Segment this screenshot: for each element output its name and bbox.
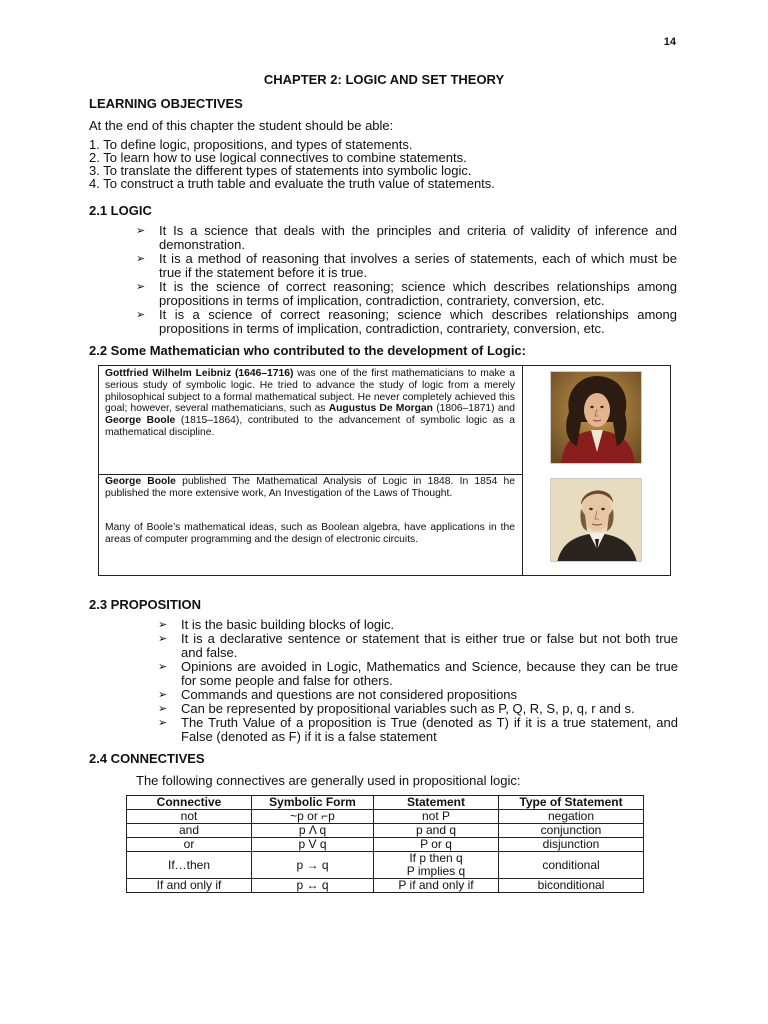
table-row xyxy=(127,879,644,893)
leibniz-portrait xyxy=(550,371,642,464)
column-header: Connective xyxy=(127,796,252,810)
leibniz-years: (1646–1716) xyxy=(235,368,294,379)
proposition-heading: 2.3 PROPOSITION xyxy=(89,597,201,612)
de-morgan-name: Augustus De Morgan xyxy=(328,403,433,415)
chapter-title: CHAPTER 2: LOGIC AND SET THEORY xyxy=(263,72,505,87)
connectives-heading: 2.4 CONNECTIVES xyxy=(89,751,205,766)
leibniz-portrait-art xyxy=(551,372,642,464)
learning-objectives-intro: At the end of this chapter the student should be able: xyxy=(89,118,394,133)
de-morgan-years: (1806–1871) and xyxy=(432,403,515,415)
table-divider xyxy=(99,474,522,475)
list-item: ➢ It is the science of correct reasoning; science which describes relationships among propositions in terms of implication, contradiction, contrariety, conversion, etc. xyxy=(136,280,677,308)
table-cell: If and only if xyxy=(127,879,252,893)
mathematicians-heading: 2.2 Some Mathematician who contributed to the development of Logic: xyxy=(89,343,526,358)
list-item: ➢ It is a method of reasoning that involves a series of statements, each of which must be true if the statement before it is true. xyxy=(136,252,677,280)
list-item: ➢ Can be represented by propositional variables such as P, Q, R, S, p, q, r and s. xyxy=(158,702,678,716)
table-cell: p V q xyxy=(252,838,374,852)
table-cell xyxy=(374,852,499,879)
list-item: ➢ It is a declarative sentence or statement that is either true or false but not both true and false. xyxy=(158,632,678,660)
table-divider xyxy=(522,366,523,575)
list-item: ➢ Commands and questions are not considered propositions xyxy=(158,688,678,702)
list-item: ➢ It Is a science that deals with the principles and criteria of validity of inference and demonstration. xyxy=(136,224,677,252)
table-row xyxy=(127,852,644,879)
table-cell: p ↔ q xyxy=(252,879,374,893)
table-cell: and xyxy=(127,824,252,838)
table-row xyxy=(127,838,644,852)
boole-portrait-art xyxy=(551,479,642,562)
mathematicians-table xyxy=(98,365,671,576)
table-header-row xyxy=(127,796,644,810)
table-row xyxy=(127,824,644,838)
connectives-table xyxy=(126,795,644,893)
table-cell: p → q xyxy=(252,852,374,879)
learning-objectives-heading: LEARNING OBJECTIVES xyxy=(89,96,243,111)
table-cell: ~p or ⌐p xyxy=(252,810,374,824)
table-cell: If…then xyxy=(127,852,252,879)
table-cell: disjunction xyxy=(499,838,644,852)
list-item: ➢ It is a science of correct reasoning; science which describes relationships among propositions in terms of implication, contradiction, contrariety, conversion, etc. xyxy=(136,308,677,336)
table-cell: biconditional xyxy=(499,879,644,893)
leibniz-text-end: (1815–1864), contributed to the advancement of symbolic logic as a mathematical discipline. xyxy=(105,415,515,438)
table-cell: p and q xyxy=(374,824,499,838)
table-cell: negation xyxy=(499,810,644,824)
page-number: 14 xyxy=(663,36,676,48)
logic-bullets xyxy=(136,224,677,336)
table-cell: or xyxy=(127,838,252,852)
statement-line: If p then q xyxy=(409,851,463,865)
table-cell: p Λ q xyxy=(252,824,374,838)
boole-portrait xyxy=(550,478,642,562)
objectives-list xyxy=(89,138,495,190)
column-header: Type of Statement xyxy=(499,796,644,810)
list-item: ➢ It is the basic building blocks of logic. xyxy=(158,618,678,632)
column-header: Statement xyxy=(374,796,499,810)
boole-name-inline: George Boole xyxy=(105,415,176,427)
proposition-bullets xyxy=(158,618,678,744)
boole-name: George Boole xyxy=(105,476,176,487)
list-item: ➢ The Truth Value of a proposition is True (denoted as T) if it is a true statement, and False (denoted as F) if it is a false statement xyxy=(158,716,678,744)
table-cell: not xyxy=(127,810,252,824)
leibniz-text: was one of the first mathematicians to make a serious study of symbolic logic. He tried to advance the study of logic from a merely philosophical subject to a formal mathematical subject. He never completely achieved this goal; however, several mathematicians, such as xyxy=(105,368,515,415)
statement-line: P implies q xyxy=(406,864,466,878)
boole-description xyxy=(105,476,515,500)
table-row xyxy=(127,810,644,824)
boole-description-2: Many of Boole’s mathematical ideas, such as Boolean algebra, have applications in the areas of computer programming and the design of electronic circuits. xyxy=(105,522,515,545)
table-cell: P if and only if xyxy=(374,879,499,893)
list-item: ➢ Opinions are avoided in Logic, Mathematics and Science, because they can be true for some people and false for others. xyxy=(158,660,678,688)
objective-item: 4. To construct a truth table and evaluate the truth value of statements. xyxy=(89,176,495,191)
leibniz-description xyxy=(105,368,515,439)
objective-item: 2. To learn how to use logical connectives to combine statements. xyxy=(89,150,467,165)
connectives-intro: The following connectives are generally used in propositional logic: xyxy=(136,773,521,788)
table-cell: conjunction xyxy=(499,824,644,838)
logic-heading: 2.1 LOGIC xyxy=(89,203,152,218)
objective-item: 3. To translate the different types of statements into symbolic logic. xyxy=(89,163,472,178)
table-cell: P or q xyxy=(374,838,499,852)
objective-item: 1. To define logic, propositions, and types of statements. xyxy=(89,137,413,152)
leibniz-name: Gottfried Wilhelm Leibniz xyxy=(105,368,232,379)
column-header: Symbolic Form xyxy=(252,796,374,810)
table-cell: not P xyxy=(374,810,499,824)
boole-text: published The Mathematical Analysis of Logic in 1848. In 1854 he published the more extensive work, An Investigation of the Laws of Thought. xyxy=(105,476,515,499)
table-cell: conditional xyxy=(499,852,644,879)
